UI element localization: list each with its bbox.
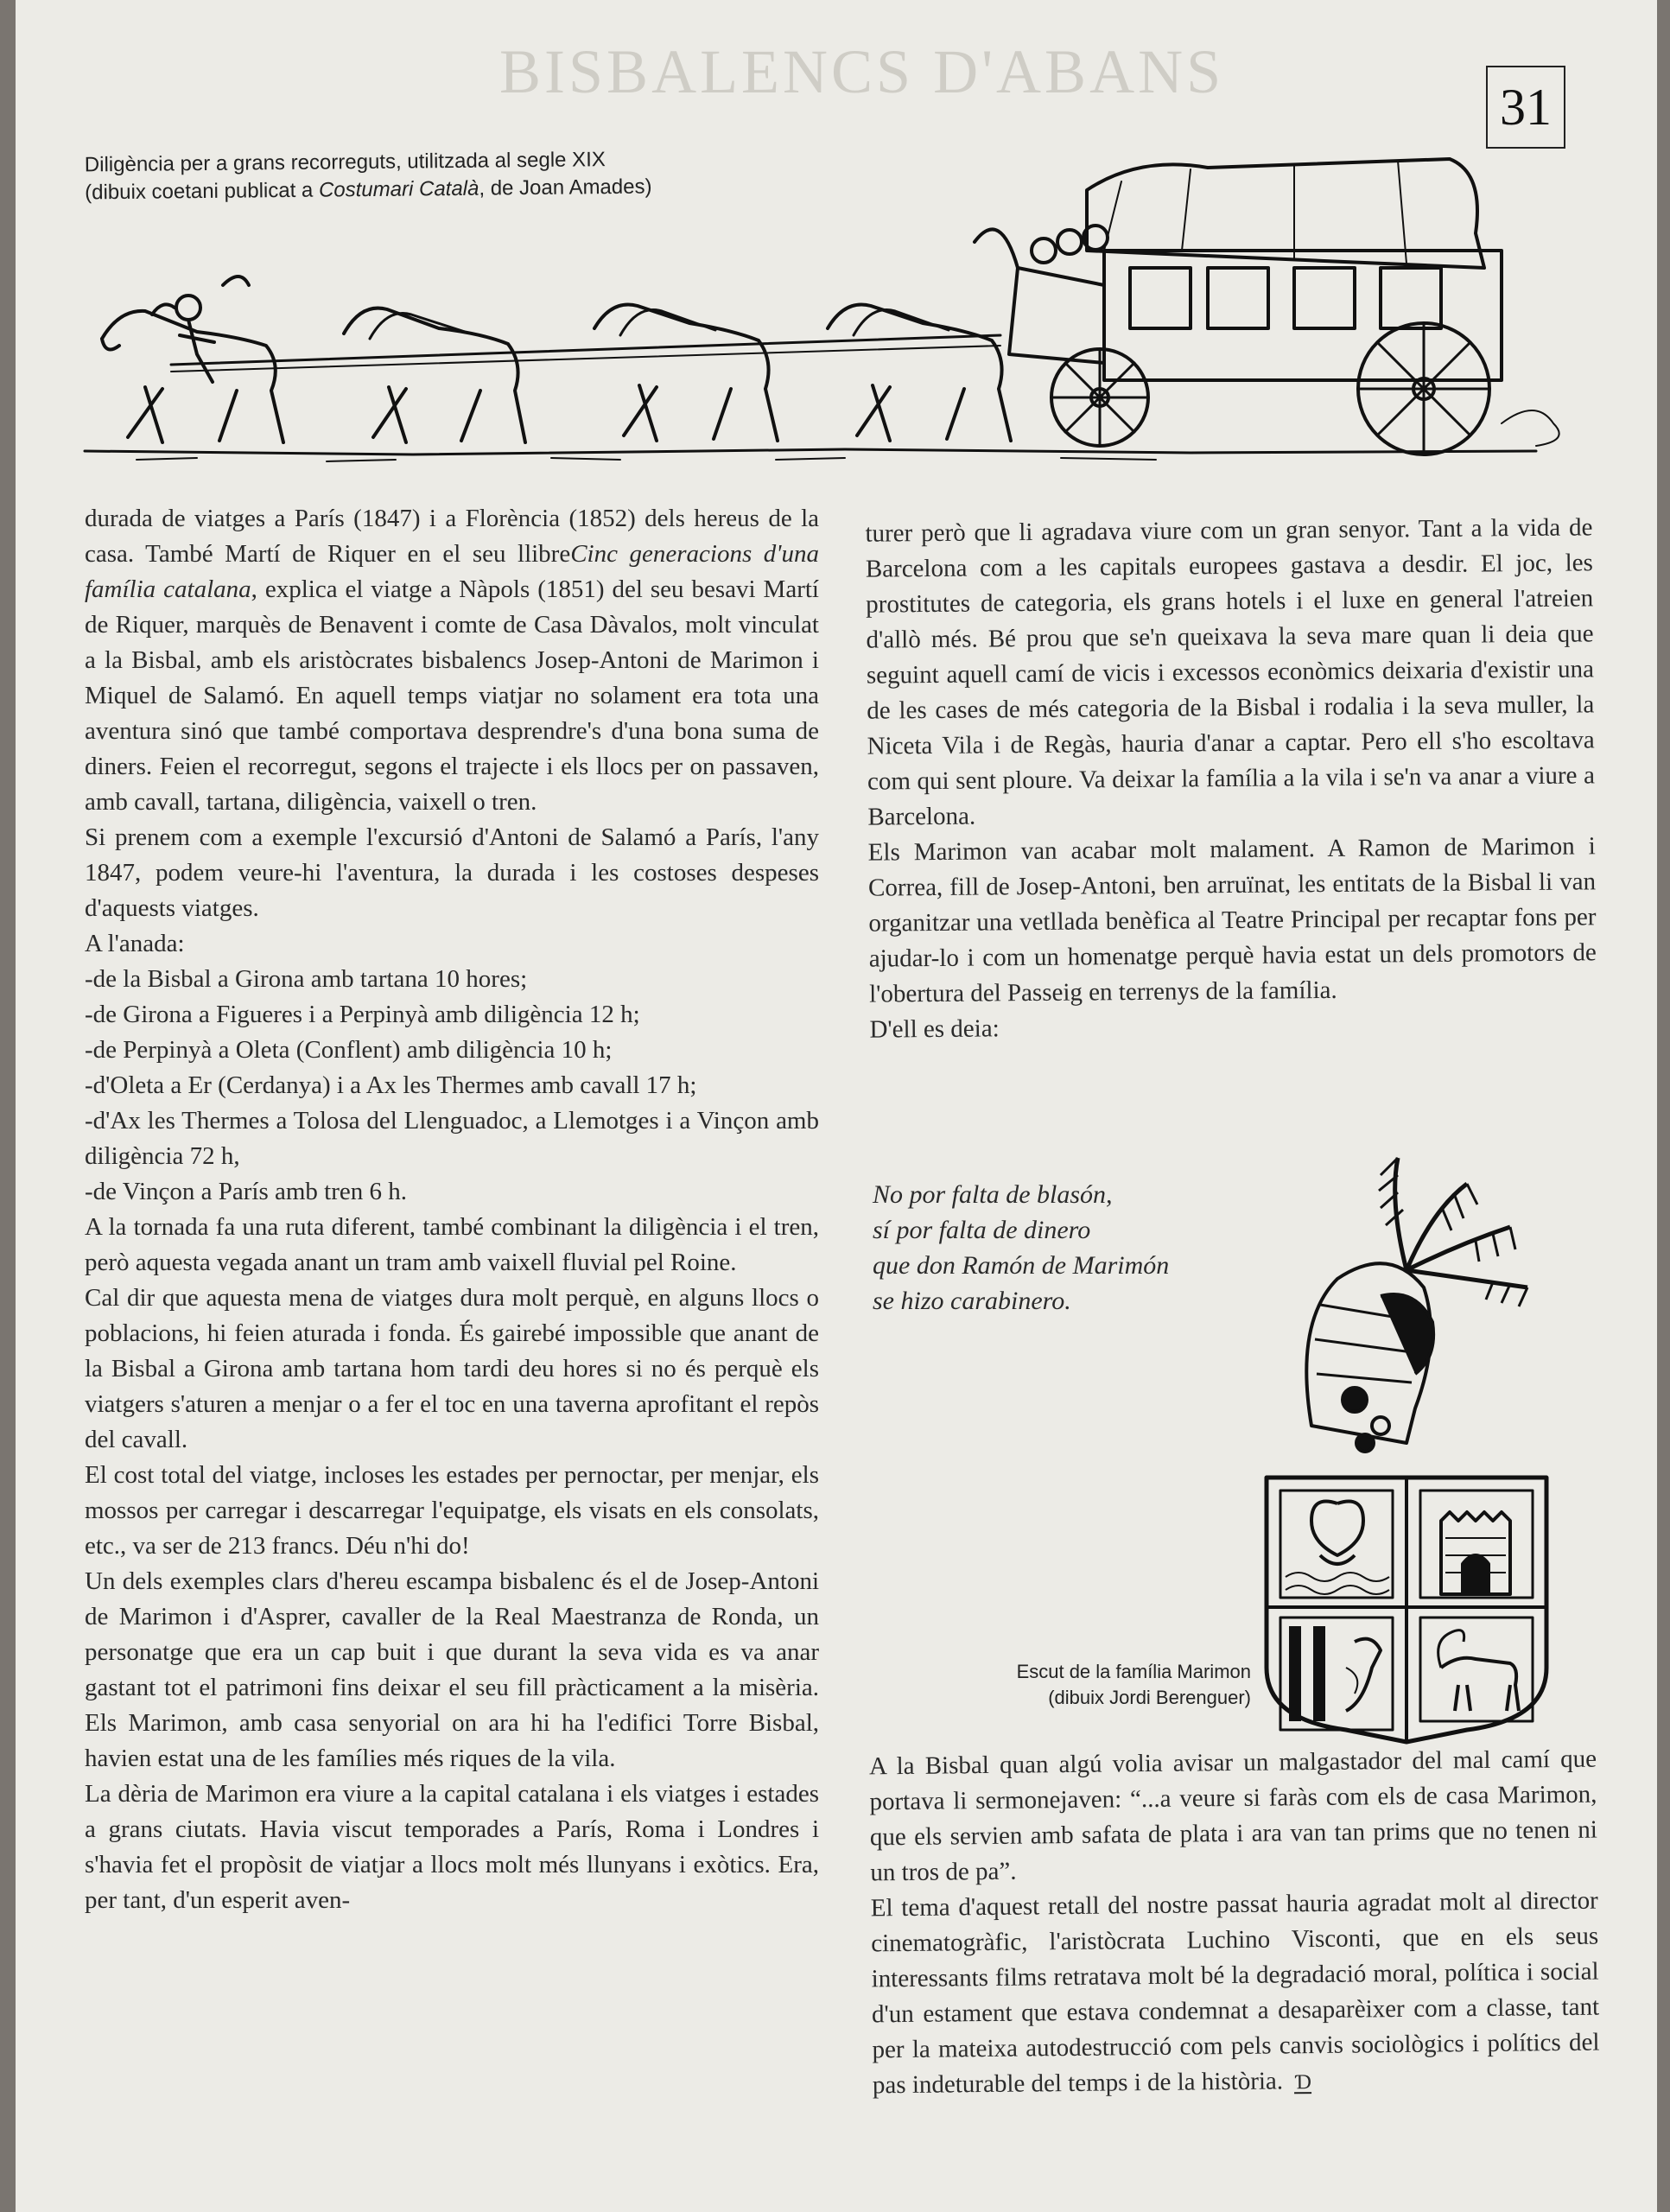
paragraph: El cost total del viatge, incloses les estades per pernoctar, per menjar, els mossos per carregar i descarregar l'equipatge, els visats en els consolats, etc., va ser de 213 francs. Déu n'hi do! bbox=[85, 1461, 819, 1560]
stagecoach-illustration bbox=[67, 138, 1588, 475]
list-item: -de Vinçon a París amb tren 6 h. bbox=[85, 1178, 408, 1205]
paragraph: Els Marimon van acabar molt malament. A Ramon de Marimon i Correa, fill de Josep-Antoni, ben arruïnat, les entitats de la Bisbal li van organitzar una vetllada benèfica al Teatre Principal per recaptar fons per ajudar-lo i com un homenatge perquè havia estat un dels promotors de l'obertura del Passeig en terrenys de la família. bbox=[867, 832, 1597, 1008]
crest-caption bbox=[940, 1659, 1251, 1711]
paragraph: turer però que li agradava viure com un gran senyor. Tant a la vida de Barcelona com a les capitals europees gastava a desdir. El joc, les prostitutes de categoria, els grans hotels i el luxe en general l'atreien d'allò més. Bé prou que se'n queixava la seva mare quan li deia que seguint aquell camí de vicis i excessos econòmics deixaria d'existir una de les cases de més categoria de la Bisbal i rodalia i la seva muller, la Niceta Vila i de Regàs, hauria d'anar a captar. Pero ell s'ho escoltava com qui sent ploure. Va deixar la família a la vila i se'n va anar a viure a Barcelona. bbox=[865, 513, 1596, 831]
coach-wheel-rear bbox=[1358, 323, 1489, 454]
left-column bbox=[85, 501, 819, 1918]
end-mark-icon: Ɗ bbox=[1294, 2071, 1312, 2094]
poem-line: No por falta de blasón, bbox=[873, 1180, 1113, 1209]
coach-wheel-front bbox=[1051, 349, 1148, 446]
list-item: -d'Ax les Thermes a Tolosa del Llenguadoc, a Llemotges i a Vinçon amb diligència 72 h, bbox=[85, 1107, 819, 1170]
illustration-caption-line1: Diligència per a grans recorreguts, utilitzada al segle XIX bbox=[84, 148, 606, 177]
book-title: Costumari Català bbox=[318, 176, 479, 202]
paragraph: Cal dir que aquesta mena de viatges dura molt perquè, en alguns llocs o poblacions, hi feien aturada i fonda. És gairebé impossible que anant de la Bisbal a Girona amb tartana hom tardi deu hores si no és perquè els viatgers s'aturen a menjar o a fer el toc en una taverna aprofitant el repòs del cavall. bbox=[85, 1284, 819, 1453]
show-through-header: BISBALENCS D'ABANS bbox=[499, 37, 1225, 106]
poem-line: se hizo carabinero. bbox=[873, 1287, 1071, 1315]
book-title: Cinc generacions d'una família catalana bbox=[85, 540, 819, 603]
page-number: 31 bbox=[1486, 66, 1565, 149]
horse-pair-2 bbox=[344, 308, 525, 442]
paragraph: Si prenem com a exemple l'excursió d'Antoni de Salamó a París, l'any 1847, podem veure-hi l'aventura, la durada i les costoses despeses d'aquests viatges. bbox=[85, 823, 819, 922]
paragraph: La dèria de Marimon era viure a la capital catalana i els viatges i estades a grans ciutats. Havia viscut temporades a París, Roma i Londres i s'havia fet el propòsit de viatjar a llocs molt més llunyans i exòtics. Era, per tant, d'un esperit aven- bbox=[85, 1780, 819, 1914]
illustration-caption-line2: (dibuix coetani publicat a Costumari Català, de Joan Amades) bbox=[85, 175, 652, 205]
list-item: -de la Bisbal a Girona amb tartana 10 hores; bbox=[85, 965, 528, 993]
crest-caption-line1: Escut de la família Marimon bbox=[1016, 1661, 1251, 1682]
magazine-page bbox=[16, 0, 1657, 2212]
list-item: -de Girona a Figueres i a Perpinyà amb diligència 12 h; bbox=[85, 1001, 640, 1028]
paragraph: D'ell es deia: bbox=[869, 1014, 1000, 1044]
paragraph: A l'anada: bbox=[85, 930, 185, 957]
crest-caption-line2: (dibuix Jordi Berenguer) bbox=[1048, 1687, 1251, 1708]
poem-line: sí por falta de dinero bbox=[873, 1216, 1091, 1244]
list-item: -d'Oleta a Er (Cerdanya) i a Ax les Thermes amb cavall 17 h; bbox=[85, 1071, 697, 1099]
horse-pair-3 bbox=[594, 304, 778, 441]
horse-pair-4 bbox=[828, 304, 1011, 441]
poem-line: que don Ramón de Marimón bbox=[873, 1251, 1170, 1280]
list-item: -de Perpinyà a Oleta (Conflent) amb diligència 10 h; bbox=[85, 1036, 613, 1064]
paragraph: durada de viatges a París (1847) i a Florència (1852) dels hereus de la casa. També Martí de Riquer en el seu llibreCinc generacions d'una família catalana, explica el viatge a Nàpols (1851) del seu besavi Martí de Riquer, marquès de Benavent i comte de Casa Dàvalos, molt vinculat a la Bisbal, amb els aristòcrates bisbalencs Josep-Antoni de Marimon i Miquel de Salamó. En aquell temps viatjar no solament era tota una aventura sinó que també comportava desprendre's d'una bona suma de diners. Feien el recorregut, segons el trajecte i els llocs per on passaven, amb cavall, tartana, diligència, vaixell o tren. bbox=[85, 505, 819, 816]
marimon-coat-of-arms bbox=[1260, 1149, 1553, 1745]
paragraph: El tema d'aquest retall del nostre passat hauria agradat molt al director cinematogràfic, l'aristòcrata Luchino Visconti, que en els seus interessants films retratava molt bé la degradació moral, política i social d'un estament que estava condemnat a desaparèixer com a classe, tant per la mateixa autodestrucció com pels canvis sociològics i polítics del pas indeturable del temps i de la història. Ɗ bbox=[870, 1886, 1600, 2100]
paragraph: A la tornada fa una ruta diferent, també combinant la diligència i el tren, però aquesta vegada anant un tram amb vaixell fluvial pel Roine. bbox=[85, 1213, 819, 1276]
poem bbox=[873, 1177, 1169, 1319]
paragraph: Un dels exemples clars d'hereu escampa bisbalenc és el de Josep-Antoni de Marimon i d'Asprer, cavaller de la Real Maestranza de Ronda, un personatge que era un cap buit i que durant la seva vida es va anar gastant tot el patrimoni fins deixar el seu fill pràcticament a la misèria. Els Marimon, amb casa senyorial on ara hi ha l'edifici Torre Bisbal, havien estat una de les famílies més riques de la vila. bbox=[85, 1567, 819, 1772]
helmet-icon bbox=[1306, 1263, 1433, 1452]
right-column bbox=[865, 510, 1597, 1047]
paragraph: A la Bisbal quan algú volia avisar un malgastador del mal camí que portava li sermonejaven: “...a veure si faràs com els de casa Marimon, que els servien amb safata de plata i ara van tan prims que no tenen ni un tros de pa”. bbox=[868, 1745, 1598, 1887]
horse-pair-1 bbox=[102, 276, 283, 442]
right-column-bottom bbox=[869, 1742, 1600, 2104]
